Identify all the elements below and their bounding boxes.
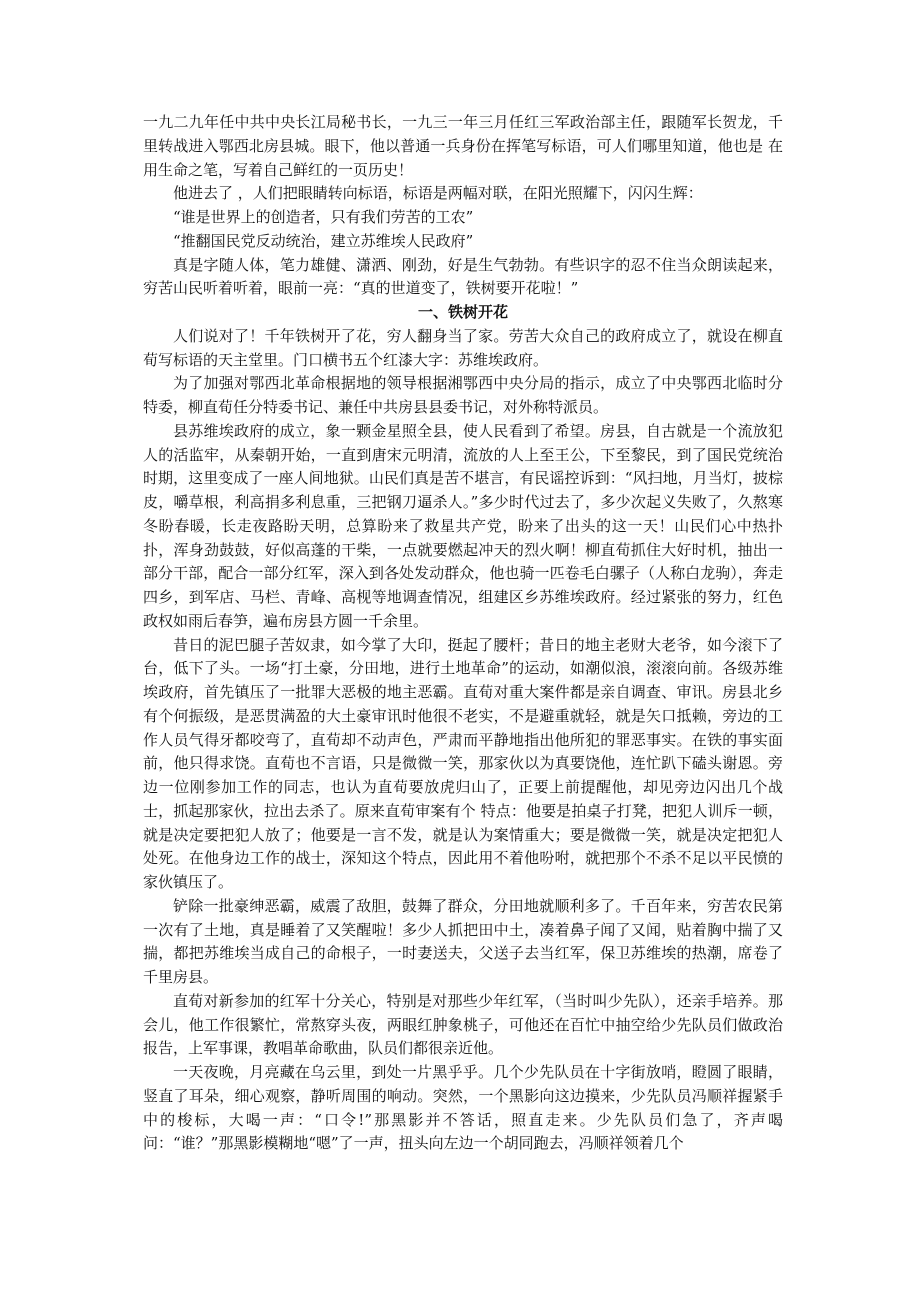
paragraph: 县苏维埃政府的成立，象一颗金星照全县，使人民看到了希望。房县，自古就是一个流放犯人的活监牢，从秦朝开始，一直到唐宋元明清，流放的人上至王公，下至黎民，到了国民党统治时期，这里变成了一座人间地狱。山民们真是苦不堪言，有民谣控诉到：“风扫地，月当灯，披棕皮，嚼草根，利高捐多利息重，三把钢刀逼杀人。”多少时代过去了，多少次起义失败了，久熬寒冬盼春暖，长走夜路盼天明，总算盼来了救星共产党，盼来了出头的这一天！山民们心中热扑扑，浑身劲鼓鼓，好似高蓬的干柴，一点就要燃起冲天的烈火啊！柳直荀抓住大好时机，抽出一部分干部，配合一部分红军，深入到各处发动群众，他也骑一匹卷毛白骡子（人称白龙驹），奔走四乡，到军店、马栏、青峰、高枧等地调查情况，组建区乡苏维埃政府。经过紧张的努力，红色政权如雨后春笋，遍布房县方圆一千余里。 bbox=[143, 421, 783, 630]
paragraph: 他进去了 ，人们把眼睛转向标语，标语是两幅对联，在阳光照耀下，闪闪生辉： bbox=[173, 184, 703, 203]
paragraph: 直荀对新参加的红军十分关心，特别是对那些少年红军，（当时叫少先队），还亲手培养。那会儿，他工作很繁忙，常熬穿头夜，两眼红肿象桃子，可他还在百忙中抽空给少先队员们做政治报告，上军事课，教唱革命歌曲，队员们都很亲近他。 bbox=[143, 991, 783, 1058]
paragraph: 昔日的泥巴腿子苦奴隶，如今掌了大印，挺起了腰杆；昔日的地主老财大老爷，如今滚下了台，低下了头。一场“打土豪，分田地，进行土地革命”的运动，如潮似浪，滚滚向前。各级苏维埃政府，首先镇压了一批罪大恶极的地主恶霸。直荀对重大案件都是亲自调查、审讯。房县北乡有个何振级，是恶贯满盈的大土豪审讯时他很不老实，不是避重就轻，就是矢口抵赖，旁边的工作人员气得牙都咬弯了，直荀却不动声色，严肃而平静地指出他所犯的罪恶事实。在铁的事实面前，他只得求饶。直荀也不言语，只是微微一笑，那家伙以为真要饶他，连忙趴下磕头谢恩。旁边一位刚参加工作的同志，也认为直荀要放虎归山了，正要上前提醒他，却见旁边闪出几个战士，抓起那家伙，拉出去杀了。原来直荀审案有个 特点：他要是拍桌子打凳，把犯人训斥一顿，就是决定要把犯人放了；他要是一言不发，就是认为案情重大；要是微微一笑，就是决定把犯人处死。在他身边工作的战士，深知这个特点，因此用不着他吩咐，就把那个不杀不足以平民愤的家伙镇压了。 bbox=[143, 635, 783, 891]
document-body bbox=[143, 111, 783, 1156]
paragraph: 为了加强对鄂西北革命根据地的领导根据湘鄂西中央分局的指示，成立了中央鄂西北临时分特委，柳直荀任分特委书记、兼任中共房县县委书记，对外称特派员。 bbox=[143, 374, 783, 416]
paragraph: 铲除一批豪绅恶霸，威震了敌胆，鼓舞了群众，分田地就顺利多了。千百年来，穷苦农民第一次有了土地，真是睡着了又笑醒啦！多少人抓把田中土，凑着鼻子闻了又闻，贴着胸中揣了又揣，都把苏维埃当成自己的命根子，一时妻送夫，父送子去当红军，保卫苏维埃的热潮，席卷了千里房县。 bbox=[143, 896, 783, 986]
paragraph: 一九二九年任中共中央长江局秘书长，一九三一年三月任红三军政治部主任，跟随军长贺龙，千里转战进入鄂西北房县城。眼下，他以普通一兵身份在挥笔写标语，可人们哪里知道，他也是 在用生命之笔，写着自己鲜红的一页历史！ bbox=[143, 113, 783, 179]
slogan-line: “推翻国民党反动统治，建立苏维埃人民政府” bbox=[173, 231, 474, 250]
slogan-line: “谁是世界上的创造者，只有我们劳苦的工农” bbox=[173, 208, 474, 226]
section-heading: 一、铁树开花 bbox=[417, 303, 508, 321]
paragraph: 人们说对了！千年铁树开了花，穷人翻身当了家。劳苦大众自己的政府成立了，就设在柳直荀写标语的天主堂里。门口横书五个红漆大字：苏维埃政府。 bbox=[143, 326, 783, 369]
paragraph: 一天夜晚，月亮藏在乌云里，到处一片黑乎乎。几个少先队员在十字街放哨，瞪圆了眼睛，竖直了耳朵，细心观察，静听周围的响动。突然，一个黑影向这边摸来，少先队员冯顺祥握紧手中的梭标，大喝一声：“口令!”那黑影并不答话，照直走来。少先队员们急了，齐声喝问：“谁？”那黑影模糊地“嗯”了一声，扭头向左边一个胡同跑去，冯顺祥领着几个 bbox=[143, 1063, 783, 1153]
paragraph: 真是字随人体，笔力雄健、潇洒、刚劲，好是生气勃勃。有些识字的忍不住当众朗读起来，穷苦山民听着听着，眼前一亮：“真的世道变了，铁树要开花啦！” bbox=[143, 255, 783, 298]
